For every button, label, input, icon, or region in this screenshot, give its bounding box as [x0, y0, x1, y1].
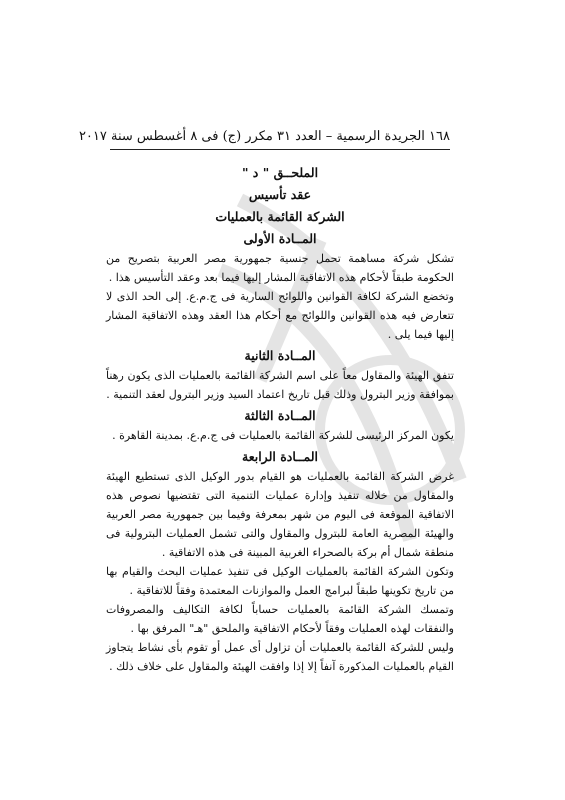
- article-4-paragraph: وتمسك الشركة القائمة بالعمليات حساباً لكافة التكاليف والمصروفات والنفقات لهذه العمليات وفقاً لأحكام الاتفاقية والملحق "هـ" المرفق بها .: [106, 603, 454, 635]
- article-4-paragraph: وتكون الشركة القائمة بالعمليات الوكيل فى تنفيذ عمليات البحث والقيام بها من تاريخ تكوينها طبقاً لبرامج العمل والموازنات المعتمدة وفقاً للاتفاقية .: [106, 565, 454, 597]
- header-divider: [110, 149, 450, 150]
- article-3-paragraph: يكون المركز الرئيسى للشركة القائمة بالعمليات فى ج.م.ع. بمدينة القاهرة .: [112, 429, 454, 442]
- article-4-paragraph: غرض الشركة القائمة بالعمليات هو القيام بدور الوكيل الذى تستطيع الهيئة والمقاول من خلاله تنفيذ وإدارة عمليات التنمية التى تقتضيها نصوص هذه الاتفاقية الموقعة فى اليوم من شهر بمعرفة وفيما بين جمهورية مصر العربية والهيئة المصرية العامة للبترول والمقاول والتى تشمل العمليات البترولية فى منطقة شمال أم بركة بالصحراء الغربية المبينة فى هذه الاتفاقية .: [106, 470, 454, 559]
- page-header: ١٦٨ الجريدة الرسمية – العدد ٣١ مكرر (ج) فى ٨ أغسطس سنة ٢٠١٧: [78, 129, 450, 144]
- article-2-paragraph: تتفق الهيئة والمقاول معاً على اسم الشركة القائمة بالعمليات الذى يكون رهناً بموافقة وزير البترول وذلك قبل تاريخ اعتماد السيد وزير البترول لعقد التنمية .: [106, 369, 454, 401]
- article-1-paragraph: تشكل شركة مساهمة تحمل جنسية جمهورية مصر العربية بتصريح من الحكومة طبقاً لأحكام هذه الاتفاقية المشار إليها فيما بعد وعقد التأسيس هذا .: [106, 252, 454, 284]
- article-4-paragraph: وليس للشركة القائمة بالعمليات أن تزاول أى عمل أو تقوم بأى نشاط يتجاوز القيام بالعمليات المذكورة آنفاً إلا إذا وافقت الهيئة والمقاول على خلاف ذلك .: [106, 641, 454, 673]
- article-4-heading: المــادة الرابعة: [242, 449, 318, 464]
- article-1-heading: المــادة الأولى: [243, 231, 317, 246]
- annex-title: الملحــق " د ": [241, 165, 319, 180]
- article-1-paragraph: وتخضع الشركة لكافة القوانين واللوائح السارية فى ج.م.ع. إلى الحد الذى لا تتعارض فيه هذه القوانين واللوائح مع أحكام هذا العقد وهذه الاتفاقية المشار إليها فيما يلى .: [106, 290, 454, 341]
- annex-subtitle: عقد تأسيس: [248, 187, 312, 202]
- company-title: الشركة القائمة بالعمليات: [215, 209, 345, 224]
- article-2-heading: المــادة الثانية: [244, 348, 316, 363]
- article-3-heading: المــادة الثالثة: [244, 408, 316, 423]
- document-body: [106, 164, 454, 676]
